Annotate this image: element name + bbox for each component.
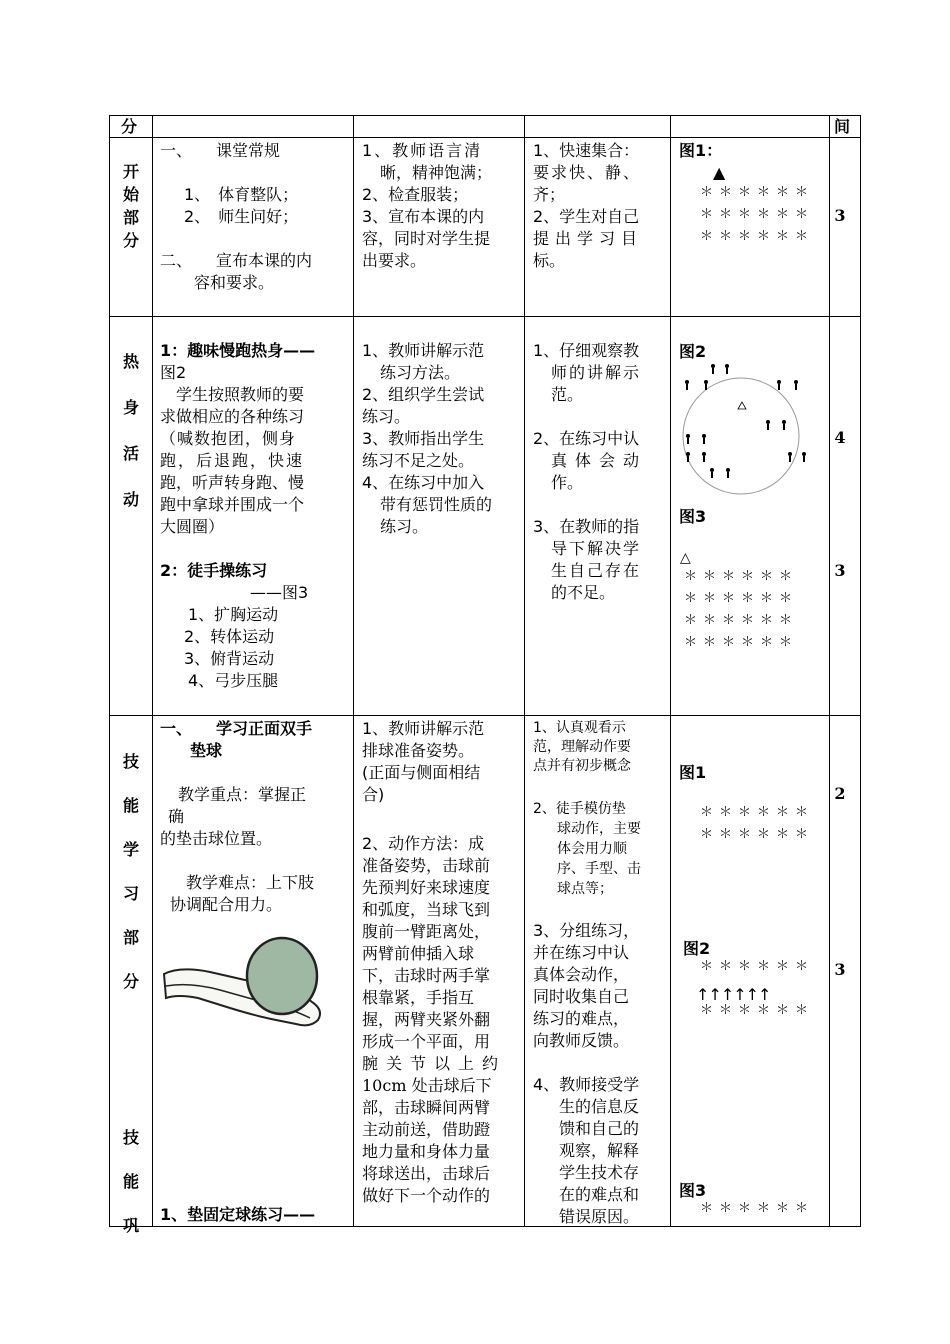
row-divider: [109, 316, 861, 317]
text-line: 准备姿势，击球前: [362, 856, 491, 875]
runner-icon: [802, 452, 806, 462]
student-row: ＊＊＊＊＊＊: [700, 1201, 815, 1216]
table-border: [109, 115, 110, 1227]
teacher-triangle-icon: ▲: [713, 163, 726, 182]
text-line: 错误原因。: [559, 1207, 640, 1226]
runner-icon: [711, 364, 715, 374]
text-line: 地力量和身体力量: [362, 1142, 491, 1161]
text-line: 合): [362, 785, 385, 804]
text-line: 腹前一臂距离处，: [362, 922, 491, 941]
text-line: 3、宣布本课的内: [362, 207, 485, 226]
text-line: 二、 宣布本课的内: [160, 251, 313, 270]
text-line: 1、认真观看示: [533, 720, 626, 736]
text-line: 2、检查服装；: [362, 185, 469, 204]
text-line: 导下解决学: [551, 539, 642, 558]
time-value: 2: [834, 784, 846, 803]
section-label-skill-consolidation: [111, 1116, 151, 1248]
text-line: 齐；: [533, 185, 566, 204]
text-line: 容，同时对学生提: [362, 229, 491, 248]
text-line: 4、弓步压腿: [188, 671, 279, 690]
text-line: 的不足。: [551, 583, 616, 602]
column-divider: [524, 115, 525, 1227]
text-line: 同时收集自己: [533, 987, 630, 1006]
text-line: 在的难点和: [559, 1185, 640, 1204]
runner-icon: [782, 420, 786, 430]
figure-caption: 图3: [679, 507, 707, 526]
text-line: 学生技术存: [559, 1163, 640, 1182]
text-line: 一、 课堂常规: [160, 141, 281, 160]
section-label-warmup: [111, 339, 151, 523]
time-value: 3: [834, 206, 846, 225]
time-value: 3: [834, 561, 846, 580]
text-line: 4、在练习中加入: [362, 473, 485, 492]
runner-icon: [685, 380, 689, 390]
student-row: ＊＊＊＊＊＊: [684, 591, 799, 606]
text-line: 教学重点：掌握正: [178, 785, 307, 804]
student-row: ＊＊＊＊＊＊: [700, 207, 815, 222]
text-line: 练习。: [362, 407, 411, 426]
text-line: 一、 学习正面双手: [160, 719, 313, 738]
text-line: 1、教师讲解示范: [362, 341, 485, 360]
text-line: 1、扩胸运动: [188, 605, 279, 624]
text-line: 真体会动: [551, 451, 648, 470]
text-line: 作。: [551, 473, 584, 492]
label-char: 身: [122, 398, 139, 417]
label-char: 学: [122, 840, 139, 859]
teacher-triangle-icon: △: [680, 550, 691, 566]
runner-icon: [788, 452, 792, 462]
text-line: 观察，解释: [559, 1141, 640, 1160]
runner-icon: [777, 380, 781, 390]
running-circle-diagram: [676, 360, 810, 500]
text-line: 练习方法。: [380, 363, 461, 382]
text-line: 求做相应的各种练习: [160, 407, 305, 426]
runner-icon: [725, 364, 729, 374]
label-char: 能: [122, 796, 139, 815]
student-row: ＊＊＊＊＊＊: [700, 959, 815, 974]
student-row: ＊＊＊＊＊＊: [700, 185, 815, 200]
text-line: 主动前送，借助蹬: [362, 1120, 491, 1139]
section-label-skill-learning: [111, 740, 151, 1004]
runner-icon: [686, 434, 690, 444]
arrow-row-icon: ↑↑↑↑↑↑: [696, 985, 771, 1004]
text-line: 2、 师生问好；: [184, 207, 299, 226]
text-line: 体会用力顺: [557, 841, 627, 857]
label-char: 热: [122, 352, 139, 371]
figure-caption: 图2: [679, 342, 707, 361]
text-line: 做好下一个动作的: [362, 1186, 491, 1205]
text-line: 跑，听声转身跑、慢: [160, 473, 305, 492]
header-fen: 分: [121, 117, 138, 136]
section-label-start: [111, 160, 151, 252]
text-line: 2、学生对自己: [533, 207, 640, 226]
time-value: 3: [834, 960, 846, 979]
text-line: (正面与侧面相结: [362, 763, 481, 782]
text-line: 球点等；: [557, 881, 613, 897]
text-line: 2、转体运动: [184, 627, 275, 646]
text-line: 生自己存在: [551, 561, 642, 580]
text-line: 大圆圈）: [160, 517, 225, 536]
text-line: 要求快、静、: [533, 163, 642, 182]
text-line: 点并有初步概念: [533, 758, 631, 774]
text-line: 练习不足之处。: [362, 451, 475, 470]
text-line: 1、快速集合：: [533, 141, 640, 160]
text-line: 10cm 处击球后下: [362, 1076, 492, 1095]
runner-icon: [766, 420, 770, 430]
label-char: 活: [122, 444, 139, 463]
text-line: 生的信息反: [559, 1097, 640, 1116]
text-line: ——图3: [250, 583, 309, 602]
label-char: 能: [122, 1172, 139, 1191]
text-line: 学生按照教师的要: [160, 385, 305, 404]
row-divider: [109, 715, 861, 716]
text-line: 3、在教师的指: [533, 517, 640, 536]
text-line: 图2: [160, 363, 187, 382]
label-char: 分: [122, 231, 139, 250]
label-char: 动: [122, 490, 139, 509]
runner-icon: [710, 468, 714, 478]
text-line: 练习的难点，: [533, 1009, 630, 1028]
runner-icon: [702, 452, 706, 462]
text-line: 晰，精神饱满；: [380, 163, 493, 182]
student-row: ＊＊＊＊＊＊: [700, 805, 815, 820]
runner-icon: [726, 468, 730, 478]
label-char: 始: [122, 185, 139, 204]
text-line: 2、组织学生尝试: [362, 385, 485, 404]
text-line: 并在练习中认: [533, 943, 630, 962]
column-divider: [353, 115, 354, 1227]
text-line: 序、手型、击: [557, 861, 641, 877]
text-line: 2、动作方法：成: [362, 834, 485, 853]
text-line: 向教师反馈。: [533, 1031, 630, 1050]
text-line: 馈和自己的: [559, 1119, 640, 1138]
label-char: 开: [122, 162, 139, 181]
text-line: 两臂前伸插入球: [362, 944, 475, 963]
text-line: 范。: [551, 385, 584, 404]
student-row: ＊＊＊＊＊＊: [684, 635, 799, 650]
text-line: 和弧度，当球飞到: [362, 900, 491, 919]
table-border: [109, 1226, 861, 1227]
text-line: 范，理解动作要: [533, 739, 631, 755]
student-row: ＊＊＊＊＊＊: [684, 613, 799, 628]
text-line: 出要求。: [362, 251, 427, 270]
table-border: [109, 115, 861, 116]
text-line: 2：徒手操练习: [160, 561, 268, 580]
time-value: 4: [834, 428, 846, 447]
student-row: ＊＊＊＊＊＊: [700, 229, 815, 244]
text-line: 确: [168, 807, 185, 826]
forearm-pass-illustration: [160, 936, 330, 1038]
figure-caption: 图1: [679, 763, 707, 782]
row-divider: [109, 137, 861, 138]
text-line: 的垫击球位置。: [160, 829, 273, 848]
text-line: 1：趣味慢跑热身——: [160, 341, 316, 360]
text-line: 下，击球时两手掌: [362, 966, 491, 985]
column-divider: [152, 115, 153, 1227]
label-char: 习: [122, 884, 139, 903]
column-divider: [829, 115, 830, 1227]
text-line: 带有惩罚性质的: [380, 495, 493, 514]
text-line: 跑中拿球并围成一个: [160, 495, 305, 514]
student-row: ＊＊＊＊＊＊: [700, 1003, 815, 1018]
text-line: 1、垫固定球练习——: [160, 1205, 316, 1224]
text-line: 1、教师语言清: [362, 141, 483, 160]
header-jian: 间: [834, 117, 851, 136]
runner-icon: [702, 434, 706, 444]
figure-caption: 图1：: [679, 141, 723, 160]
text-line: 1、教师讲解示范: [362, 719, 485, 738]
text-line: 3、分组练习，: [533, 921, 640, 940]
text-line: 容和要求。: [194, 273, 275, 292]
text-line: 2、徒手模仿垫: [533, 801, 626, 817]
text-line: 协调配合用力。: [170, 895, 283, 914]
text-line: 教学难点：上下肢: [186, 873, 315, 892]
text-line: 3、俯背运动: [184, 649, 275, 668]
table-border: [860, 115, 861, 1227]
text-line: （喊数抱团，侧身: [160, 429, 297, 448]
text-line: 排球准备姿势。: [362, 741, 475, 760]
text-line: 垫球: [190, 741, 223, 760]
student-row: ＊＊＊＊＊＊: [684, 569, 799, 584]
text-line: 1、 体育整队；: [184, 185, 299, 204]
text-line: 2、在练习中认: [533, 429, 640, 448]
text-line: 提出学习目: [533, 229, 644, 248]
label-char: 分: [122, 972, 139, 991]
text-line: 握，两臂夹紧外翻: [362, 1010, 491, 1029]
text-line: 3、教师指出学生: [362, 429, 485, 448]
student-row: ＊＊＊＊＊＊: [700, 827, 815, 842]
text-line: 师的讲解示: [551, 363, 642, 382]
runner-icon: [794, 380, 798, 390]
text-line: 真体会动作，: [533, 965, 630, 984]
label-char: 巩: [122, 1216, 139, 1235]
text-line: 部，击球瞬间两臂: [362, 1098, 491, 1117]
figure-caption: 图2: [683, 939, 711, 958]
label-char: 部: [122, 208, 139, 227]
text-line: 先预判好来球速度: [362, 878, 491, 897]
text-line: 跑，后退跑，快速: [160, 451, 305, 470]
text-line: 1、仔细观察教: [533, 341, 640, 360]
text-line: 将球送出，击球后: [362, 1164, 491, 1183]
text-line: 腕关节以上约: [362, 1054, 507, 1073]
label-char: 技: [122, 752, 139, 771]
text-line: 根靠紧，手指互: [362, 988, 475, 1007]
text-line: 标。: [533, 251, 566, 270]
label-char: 技: [122, 1128, 139, 1147]
text-line: 4、教师接受学: [533, 1075, 640, 1094]
label-char: 部: [122, 928, 139, 947]
figure-caption: 图3: [679, 1181, 707, 1200]
column-divider: [670, 115, 671, 1227]
text-line: 形成一个平面，用: [362, 1032, 491, 1051]
text-line: 球动作，主要: [557, 821, 641, 837]
text-line: 练习。: [380, 517, 429, 536]
